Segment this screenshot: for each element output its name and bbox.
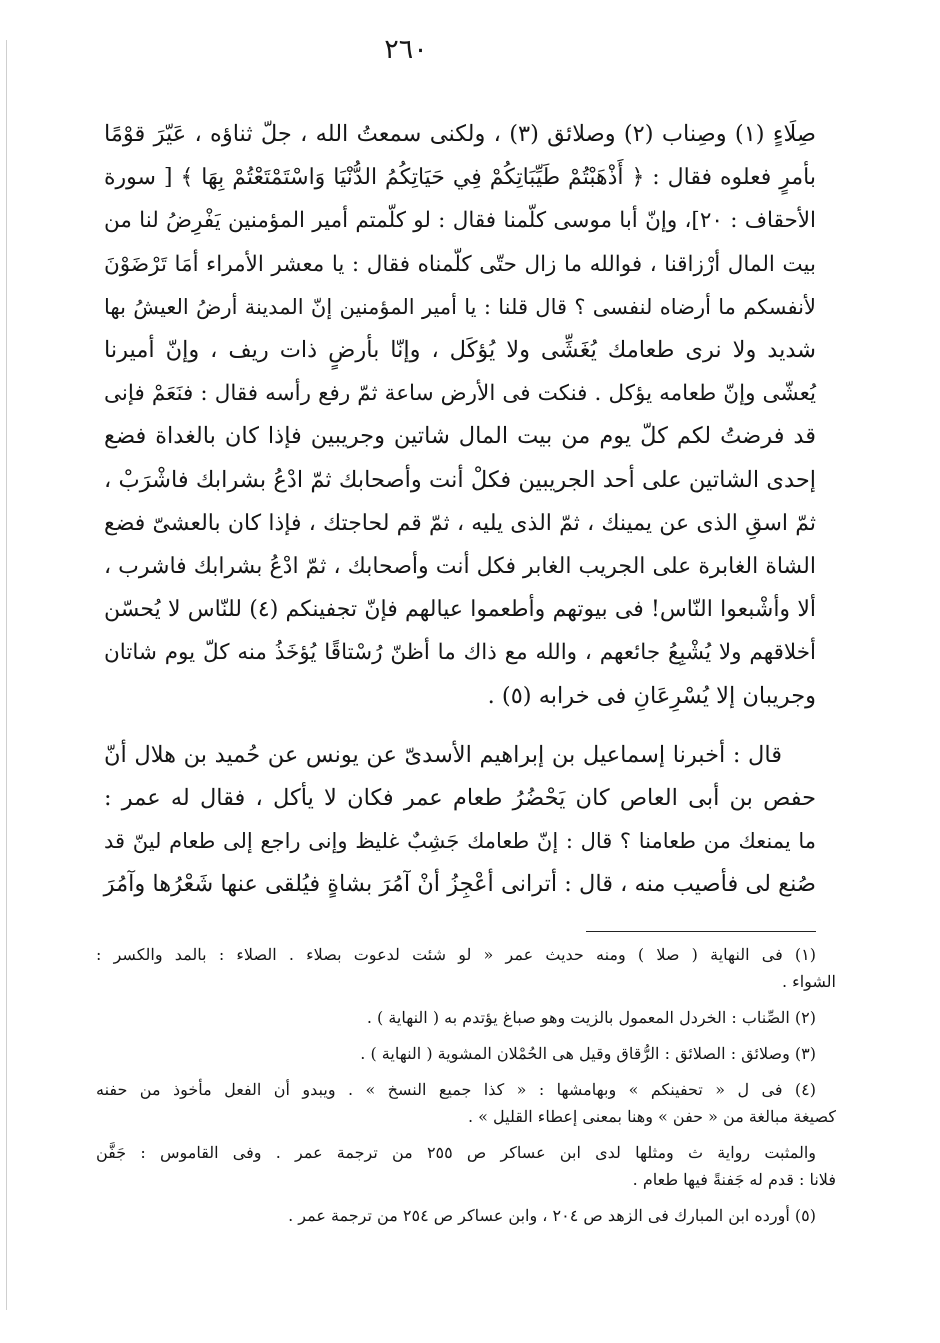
text-line: بيت المال أرْزاقنا ، فوالله ما زال حتّى كلّمناه فقال : يا معشر الأمراء أمَا تَرْضَوْنَ (104, 251, 816, 277)
footnote-line: كصيغة مبالغة من « حفن » وهنا بمعنى إعطاء القليل » . (468, 1107, 836, 1126)
main-text (104, 113, 816, 907)
text-line: بأمرٍ فعلوه فقال : ﴿ أَذْهَبْتُمْ طَيِّبَاتِكُمْ فِي حَيَاتِكُمُ الدُّنْيَا وَاسْتَمْتَعْتُمْ بِهَا ﴾ [ سورة (104, 165, 816, 191)
footnote-line: (٥) أورده ابن المبارك فى الزهد ص ٢٠٤ ، وابن عساكر ص ٢٥٤ من ترجمة عمر . (288, 1206, 816, 1225)
text-line: شديد ولا نرى طعامك يُغَشِّى ولا يُؤكَل ، وإنّا بأرضٍ ذات ريف ، وإنّ أميرنا (104, 337, 816, 364)
footnote (96, 941, 836, 995)
footnote-separator (586, 931, 816, 932)
text-line: الأحقاف : ٢٠]، وإنّ أبا موسى كلّمنا فقال : لو كلّمتم أمير المؤمنين يَفْرِضُ لنا من (104, 208, 816, 234)
footnote (96, 1076, 836, 1130)
footnote-line: (٢) الصِّناب : الخردل المعمول بالزيت وهو صباغ يؤتدم به ( النهاية ) . (366, 1008, 816, 1027)
footnote (96, 1004, 836, 1031)
footnote-line: فلانا : قدم له جَفنةً فيها طعام . (632, 1170, 836, 1189)
text-line: لأنفسكم ما أرضاه لنفسى ؟ قال قلنا : يا أمير المؤمنين إنّ المدينة أرضُ العيشُ بها (104, 294, 816, 319)
text-line: إحدى الشاتين على أحد الجريبين فكلْ أنت وأصحابك ثمّ ادْعُ بشرابك فاشْرَبْ ، (104, 466, 816, 493)
footnote-line: (٤) فى ل « تحفينكم » وبهامشها : « كذا جميع النسخ » . ويبدو أن الفعل مأخوذ من حفنه (96, 1080, 816, 1099)
text-line: وجريبان إلا يُسْرِعَانِ فى خرابه (٥) . (487, 682, 816, 709)
text-line: قد فرضتُ لكم كلّ يوم من بيت المال شاتين وجريبين فإذا كان بالغداة فضع (104, 423, 816, 450)
footnote (96, 1202, 836, 1229)
text-line: ثمّ اسقِ الذى عن يمينك ، ثمّ الذى يليه ، ثمّ قم لحاجتك ، فإذا كان بالعشىّ فضع (104, 510, 816, 536)
text-line: يُعشّى وإنّ طعامه يؤكل . فنكت فى الأرض ساعة ثمّ رفع رأسه فقال : فنَعَمْ فإنى (104, 381, 816, 407)
text-line: الشاة الغابرة على الجريب الغابر فكل أنت وأصحابك ، ثمّ ادْعُ بشرابك فاشرب ، (104, 554, 816, 580)
text-line: صُنع لى فأصيب منه ، قال : أترانى أعْجِزُ أنْ آمُرَ بشاةٍ فيُلقى عنها شَعْرُها وآمُرَ (103, 871, 816, 898)
footnote (96, 1139, 836, 1193)
text-line: ما يمنعك من طعامنا ؟ قال : إنّ طعامك جَشِبٌ غليظ وإنى راجع إلى طعام لينّ قد (104, 829, 816, 854)
footnote (96, 1040, 836, 1067)
footnote-line: (١) فى النهاية ( صلا ) ومنه حديث عمر « لو شئت لدعوت بصلاء . الصلاء : بالمد والكسر : (96, 945, 816, 964)
text-line: قال : أخبرنا إسماعيل بن إبراهيم الأسدىّ عن يونس عن حُميد بن هلال أنّ (104, 741, 782, 768)
text-line: صِلَاءٍ (١) وصِناب (٢) وصلائق (٣) ، ولكنى سمعتُ الله ، جلّ ثناؤه ، عَيّرَ قوْمًا (104, 121, 816, 147)
footnote-line: والمثبت رواية ث ومثلها لدى ابن عساكر ص ٢٥٥ من ترجمة عمر . وفى القاموس : جَفَّن (96, 1143, 816, 1162)
text-line: حفص بن أبى العاص كان يَحْضُرُ طعام عمر فكان لا يأكل ، فقال له عمر : (104, 785, 816, 812)
footnotes (96, 941, 836, 1238)
footnote-line: (٣) وصلائق : الصلائق : الرُّقاق وقيل هى الحُمْلان المشوية ( النهاية ) . (360, 1044, 816, 1063)
paragraph-gap (104, 718, 816, 734)
scan-edge-line (6, 40, 7, 1310)
page-number: ٢٦٠ (384, 34, 428, 65)
text-line: ألا وأشْبعوا النّاس! فى بيوتهم وأطعموا عيالهم فإنّ تجفينكم (٤) للنّاس لا يُحسّن (104, 597, 816, 623)
text-line: أخلاقهم ولا يُشْبِعُ جائعهم ، والله مع ذاك ما أظنّ رُسْتاقًا يُؤخَذُ منه كلّ يوم شاتان (104, 640, 816, 666)
footnote-line: الشواء . (782, 972, 836, 991)
